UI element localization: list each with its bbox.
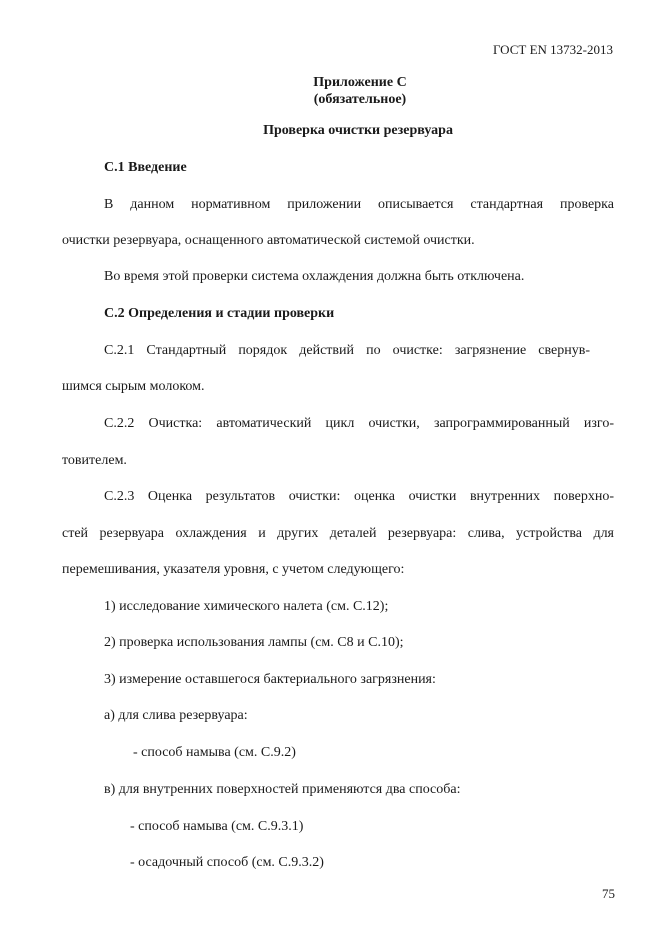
c222-line-2: товителем. xyxy=(62,453,127,468)
document-header-standard: ГОСТ EN 13732-2013 xyxy=(492,42,613,57)
c1-paragraph-line-2: очистки резервуара, оснащенного автоматической системой очистки. xyxy=(62,233,475,248)
appendix-heading: Проверка очистки резервуара xyxy=(263,123,453,138)
list-item: - осадочный способ (см. С.9.3.2) xyxy=(130,855,324,870)
page-number: 75 xyxy=(602,886,615,901)
c223-line-3: перемешивания, указателя уровня, с учетом следующего: xyxy=(62,562,405,577)
list-item: - способ намыва (см. С.9.2) xyxy=(133,745,296,760)
list-item: 3) измерение оставшегося бактериального загрязнения: xyxy=(104,672,436,687)
list-item: 1) исследование химического налета (см. С.12); xyxy=(104,599,389,614)
list-item: - способ намыва (см. С.9.3.1) xyxy=(130,819,304,834)
c221-line-1: С.2.1 Стандартный порядок действий по очистке: загрязнение свернув- xyxy=(104,343,590,358)
section-c1-heading: С.1 Введение xyxy=(104,160,187,175)
c1-paragraph-line-1: В данном нормативном приложении описывается стандартная проверка xyxy=(104,197,614,212)
list-item: а) для слива резервуара: xyxy=(104,708,248,723)
appendix-title: Приложение С xyxy=(313,75,407,90)
c223-line-1: С.2.3 Оценка результатов очистки: оценка очистки внутренних поверхно- xyxy=(104,489,614,504)
c221-line-2: шимся сырым молоком. xyxy=(62,379,205,394)
list-item: 2) проверка использования лампы (см. С8 и С.10); xyxy=(104,635,404,650)
c223-line-2: стей резервуара охлаждения и других деталей резервуара: слива, устройства для xyxy=(62,526,614,541)
c1-paragraph-2: Во время этой проверки система охлаждения должна быть отключена. xyxy=(104,269,525,284)
list-item: в) для внутренних поверхностей применяются два способа: xyxy=(104,782,461,797)
section-c2-heading: С.2 Определения и стадии проверки xyxy=(104,306,335,321)
c222-line-1: С.2.2 Очистка: автоматический цикл очистки, запрограммированный изго- xyxy=(104,416,614,431)
appendix-subtitle: (обязательное) xyxy=(313,92,407,107)
